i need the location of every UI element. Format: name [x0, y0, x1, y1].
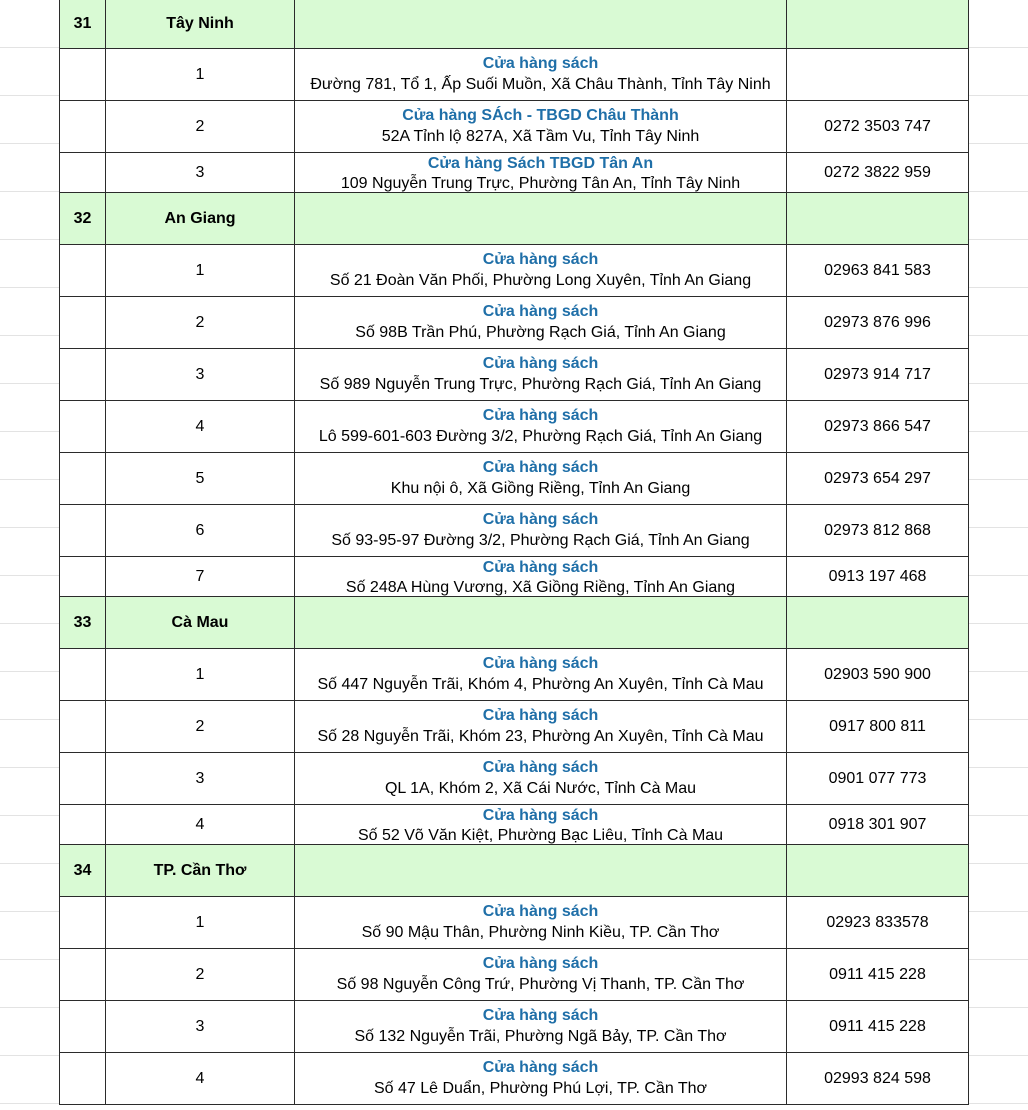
province-row [60, 597, 968, 649]
store-address: Số 90 Mậu Thân, Phường Ninh Kiều, TP. Cần Thơ [361, 924, 720, 941]
store-phone: 02903 590 900 [824, 665, 931, 683]
store-phone: 02963 841 583 [824, 261, 931, 279]
empty-cell [60, 805, 106, 844]
empty-cell [60, 453, 106, 504]
store-address: Số 21 Đoàn Văn Phối, Phường Long Xuyên, Tỉnh An Giang [329, 272, 752, 289]
store-info [295, 297, 787, 348]
empty-cell [60, 297, 106, 348]
store-address: Số 447 Nguyễn Trãi, Khóm 4, Phường An Xuyên, Tỉnh Cà Mau [317, 676, 764, 693]
province-index: 34 [60, 845, 106, 896]
store-info [295, 1053, 787, 1104]
store-phone: 0911 415 228 [829, 1017, 926, 1035]
store-address: Số 52 Võ Văn Kiệt, Phường Bạc Liêu, Tỉnh Cà Mau [357, 827, 724, 844]
empty-cell [60, 557, 106, 596]
store-number: 7 [106, 557, 295, 596]
store-row [60, 505, 968, 557]
store-name: Cửa hàng sách [482, 707, 599, 724]
store-name: Cửa hàng sách [482, 807, 599, 824]
store-row [60, 753, 968, 805]
store-name: Cửa hàng sách [482, 459, 599, 476]
empty-cell [60, 1001, 106, 1052]
province-empty-cell [787, 0, 968, 48]
province-index: 32 [60, 193, 106, 244]
store-name: Cửa hàng sách [482, 251, 599, 268]
store-row [60, 701, 968, 753]
store-address: Số 989 Nguyễn Trung Trực, Phường Rạch Giá, Tỉnh An Giang [319, 376, 762, 393]
store-address: Đường 781, Tổ 1, Ấp Suối Muồn, Xã Châu Thành, Tỉnh Tây Ninh [310, 76, 771, 93]
store-info [295, 101, 787, 152]
store-row [60, 557, 968, 597]
store-number: 1 [106, 49, 295, 100]
store-phone: 0913 197 468 [828, 567, 927, 585]
store-info [295, 897, 787, 948]
store-number: 3 [106, 153, 295, 192]
province-name: Tây Ninh [106, 0, 295, 48]
province-row [60, 845, 968, 897]
store-phone: 02973 876 996 [824, 313, 931, 331]
store-phone: 02973 914 717 [824, 365, 931, 383]
store-row [60, 649, 968, 701]
store-address: Lô 599-601-603 Đường 3/2, Phường Rạch Giá, Tỉnh An Giang [318, 428, 763, 445]
province-empty-cell [295, 0, 787, 48]
store-info [295, 245, 787, 296]
province-empty-cell [295, 845, 787, 896]
store-address: Số 98B Trần Phú, Phường Rạch Giá, Tỉnh An Giang [355, 324, 726, 341]
empty-cell [60, 153, 106, 192]
province-index: 33 [60, 597, 106, 648]
store-address: QL 1A, Khóm 2, Xã Cái Nước, Tỉnh Cà Mau [384, 780, 697, 797]
empty-cell [60, 649, 106, 700]
province-empty-cell [787, 845, 968, 896]
store-info [295, 649, 787, 700]
province-empty-cell [787, 193, 968, 244]
store-info [295, 753, 787, 804]
store-row [60, 401, 968, 453]
store-phone: 0918 301 907 [828, 815, 927, 833]
empty-cell [60, 401, 106, 452]
store-number: 2 [106, 101, 295, 152]
empty-cell [60, 701, 106, 752]
store-number: 3 [106, 349, 295, 400]
province-row [60, 193, 968, 245]
store-address: Số 98 Nguyễn Công Trứ, Phường Vị Thanh, TP. Cần Thơ [336, 976, 745, 993]
store-number: 2 [106, 949, 295, 1000]
store-number: 3 [106, 1001, 295, 1052]
empty-cell [60, 245, 106, 296]
store-name: Cửa hàng sách [482, 511, 599, 528]
store-address: Số 47 Lê Duẩn, Phường Phú Lợi, TP. Cần Thơ [373, 1080, 708, 1097]
store-number: 2 [106, 701, 295, 752]
store-name: Cửa hàng sách [482, 355, 599, 372]
store-row [60, 1001, 968, 1053]
store-info [295, 401, 787, 452]
empty-cell [60, 49, 106, 100]
store-name: Cửa hàng SÁch - TBGD Châu Thành [402, 107, 679, 124]
province-index: 31 [60, 0, 106, 48]
store-name: Cửa hàng sách [482, 559, 599, 576]
store-number: 4 [106, 401, 295, 452]
province-empty-cell [787, 597, 968, 648]
province-name: An Giang [106, 193, 295, 244]
empty-cell [60, 101, 106, 152]
store-number: 3 [106, 753, 295, 804]
store-info [295, 701, 787, 752]
store-number: 2 [106, 297, 295, 348]
store-phone: 02973 812 868 [824, 521, 931, 539]
store-name: Cửa hàng Sách TBGD Tân An [427, 155, 654, 172]
store-info [295, 505, 787, 556]
store-phone: 0901 077 773 [828, 769, 927, 787]
store-number: 1 [106, 245, 295, 296]
store-number: 6 [106, 505, 295, 556]
store-info [295, 49, 787, 100]
store-row [60, 153, 968, 193]
store-phone: 02923 833578 [826, 913, 929, 931]
store-row [60, 49, 968, 101]
province-empty-cell [295, 193, 787, 244]
store-phone: 0917 800 811 [829, 717, 926, 735]
store-name: Cửa hàng sách [482, 407, 599, 424]
empty-cell [60, 349, 106, 400]
empty-cell [60, 897, 106, 948]
store-info [295, 805, 787, 844]
empty-cell [60, 949, 106, 1000]
store-row [60, 949, 968, 1001]
province-name: TP. Cần Thơ [106, 845, 295, 896]
store-name: Cửa hàng sách [482, 903, 599, 920]
store-name: Cửa hàng sách [482, 55, 599, 72]
empty-cell [60, 505, 106, 556]
store-name: Cửa hàng sách [482, 759, 599, 776]
store-phone: 02993 824 598 [824, 1069, 931, 1087]
store-address: 52A Tỉnh lộ 827A, Xã Tầm Vu, Tỉnh Tây Ninh [381, 128, 700, 145]
store-number: 1 [106, 897, 295, 948]
store-phone: 0272 3503 747 [824, 117, 931, 135]
store-info [295, 349, 787, 400]
store-row [60, 245, 968, 297]
store-phone [787, 49, 968, 100]
store-number: 1 [106, 649, 295, 700]
store-info [295, 153, 787, 192]
store-info [295, 1001, 787, 1052]
store-row [60, 897, 968, 949]
store-row [60, 453, 968, 505]
store-name: Cửa hàng sách [482, 1059, 599, 1076]
empty-cell [60, 1053, 106, 1104]
store-info [295, 949, 787, 1000]
store-address: Số 248A Hùng Vương, Xã Giồng Riềng, Tỉnh An Giang [345, 579, 736, 596]
store-address: Số 93-95-97 Đường 3/2, Phường Rạch Giá, Tỉnh An Giang [331, 532, 750, 549]
store-address: Khu nội ô, Xã Giồng Riềng, Tỉnh An Giang [390, 480, 691, 497]
store-number: 4 [106, 805, 295, 844]
store-name: Cửa hàng sách [482, 1007, 599, 1024]
bookstore-table [59, 0, 969, 1105]
store-row [60, 101, 968, 153]
store-row [60, 349, 968, 401]
store-name: Cửa hàng sách [482, 955, 599, 972]
store-phone: 0911 415 228 [829, 965, 926, 983]
store-row [60, 297, 968, 349]
store-phone: 0272 3822 959 [824, 163, 931, 181]
province-name: Cà Mau [106, 597, 295, 648]
store-phone: 02973 654 297 [824, 469, 931, 487]
province-empty-cell [295, 597, 787, 648]
store-address: Số 28 Nguyễn Trãi, Khóm 23, Phường An Xuyên, Tỉnh Cà Mau [317, 728, 764, 745]
store-address: Số 132 Nguyễn Trãi, Phường Ngã Bảy, TP. Cần Thơ [354, 1028, 727, 1045]
store-info [295, 557, 787, 596]
store-name: Cửa hàng sách [482, 655, 599, 672]
store-address: 109 Nguyễn Trung Trực, Phường Tân An, Tỉnh Tây Ninh [340, 175, 741, 192]
store-info [295, 453, 787, 504]
store-row [60, 805, 968, 845]
store-phone: 02973 866 547 [824, 417, 931, 435]
store-number: 5 [106, 453, 295, 504]
empty-cell [60, 753, 106, 804]
store-row [60, 1053, 968, 1105]
store-name: Cửa hàng sách [482, 303, 599, 320]
store-number: 4 [106, 1053, 295, 1104]
province-row [60, 0, 968, 49]
